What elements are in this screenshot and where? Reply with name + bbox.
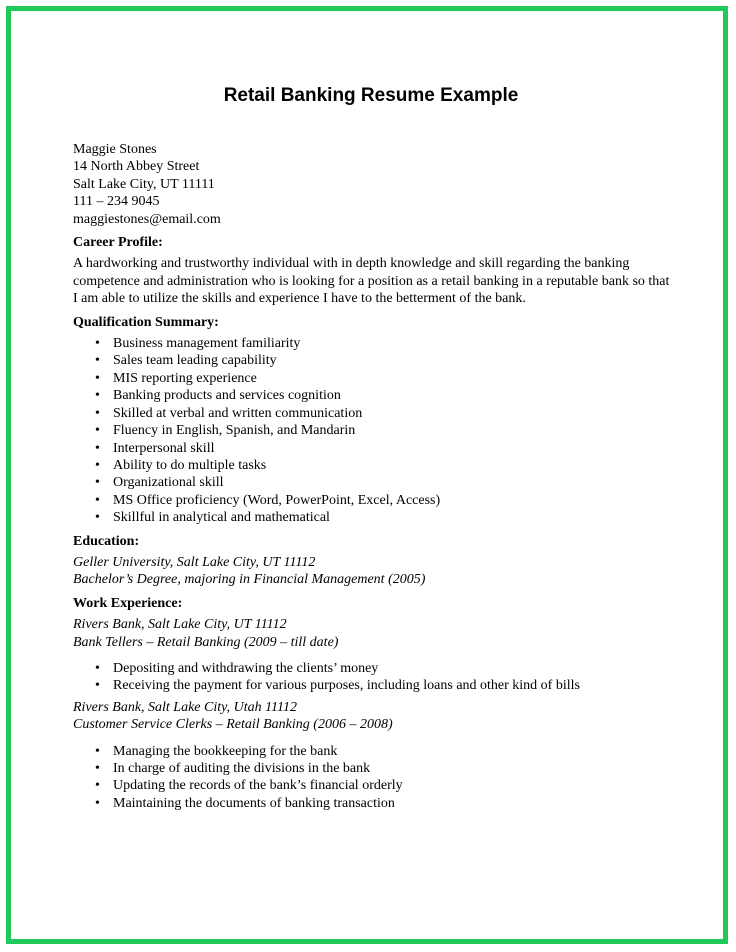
qualification-item: • Sales team leading capability [95,353,277,369]
job-duty-item: • Managing the bookkeeping for the bank [95,743,338,759]
job-entry [73,699,673,812]
bullet-icon: • [95,405,100,421]
bullet-icon: • [95,353,100,369]
bullet-icon: • [95,388,100,404]
resume-document [73,85,673,812]
job-duty-item: • In charge of auditing the divisions in the bank [95,761,371,776]
bullet-icon: • [95,492,100,508]
qualification-list [73,335,673,526]
education-degree: Bachelor’s Degree, majoring in Financial Management (2005) [73,572,426,588]
job-duty-item: • Maintaining the documents of banking transaction [95,795,395,811]
bullet-icon: • [95,440,100,456]
contact-block [73,141,673,228]
education-heading: Education: [73,533,140,549]
bullet-icon: • [95,795,100,811]
contact-email: maggiestones@email.com [73,211,221,227]
job-duty-item: • Updating the records of the bank’s financial orderly [95,778,403,794]
bullet-icon: • [95,423,100,439]
bullet-icon: • [95,336,100,352]
job-employer: Rivers Bank, Salt Lake City, UT 11112 [73,617,287,633]
contact-city: Salt Lake City, UT 11111 [73,176,215,192]
bullet-icon: • [95,778,100,794]
bullet-icon: • [95,457,100,473]
job-employer: Rivers Bank, Salt Lake City, Utah 11112 [73,699,297,715]
qualification-item: • Banking products and services cognition [95,388,341,404]
bullet-icon: • [95,510,100,526]
job-duties-list [73,743,673,813]
qualification-item: • Skillful in analytical and mathematical [95,510,330,526]
bullet-icon: • [95,743,100,759]
contact-address: 14 North Abbey Street [73,159,200,175]
qualification-item: • Fluency in English, Spanish, and Mandarin [95,423,356,439]
qualification-item: • Ability to do multiple tasks [95,457,267,473]
qualification-item: • Interpersonal skill [95,440,215,456]
job-duties-list [73,660,673,695]
resume-title: Retail Banking Resume Example [223,85,519,106]
job-duty-item: • Depositing and withdrawing the clients’ money [95,660,379,676]
career-profile-text: A hardworking and trustworthy individual with in depth knowledge and skill regarding the banking competence and administration who is looking for a position as a retail banking in a reputable bank so that I am able to utilize the skills and experience I have to the betterment of the bank. [73,256,670,307]
job-role: Customer Service Clerks – Retail Banking (2006 – 2008) [73,717,393,733]
career-profile-heading: Career Profile: [73,235,163,251]
qualification-item: • Skilled at verbal and written communication [95,405,363,421]
contact-name: Maggie Stones [73,142,157,157]
bullet-icon: • [95,678,100,694]
work-experience-heading: Work Experience: [73,595,183,611]
contact-phone: 111 – 234 9045 [73,194,160,210]
job-role: Bank Tellers – Retail Banking (2009 – till date) [73,634,339,650]
job-entry [73,616,673,695]
qualification-item: • Business management familiarity [95,336,301,352]
qualification-item: • MS Office proficiency (Word, PowerPoint, Excel, Access) [95,492,441,508]
education-school: Geller University, Salt Lake City, UT 11112 [73,554,316,570]
job-duty-item: • Receiving the payment for various purposes, including loans and other kind of bills [95,678,580,694]
qualification-item: • Organizational skill [95,475,224,491]
qualification-summary-heading: Qualification Summary: [73,314,219,330]
bullet-icon: • [95,660,100,676]
qualification-item: • MIS reporting experience [95,370,257,386]
bullet-icon: • [95,475,100,491]
bullet-icon: • [95,761,100,776]
bullet-icon: • [95,370,100,386]
